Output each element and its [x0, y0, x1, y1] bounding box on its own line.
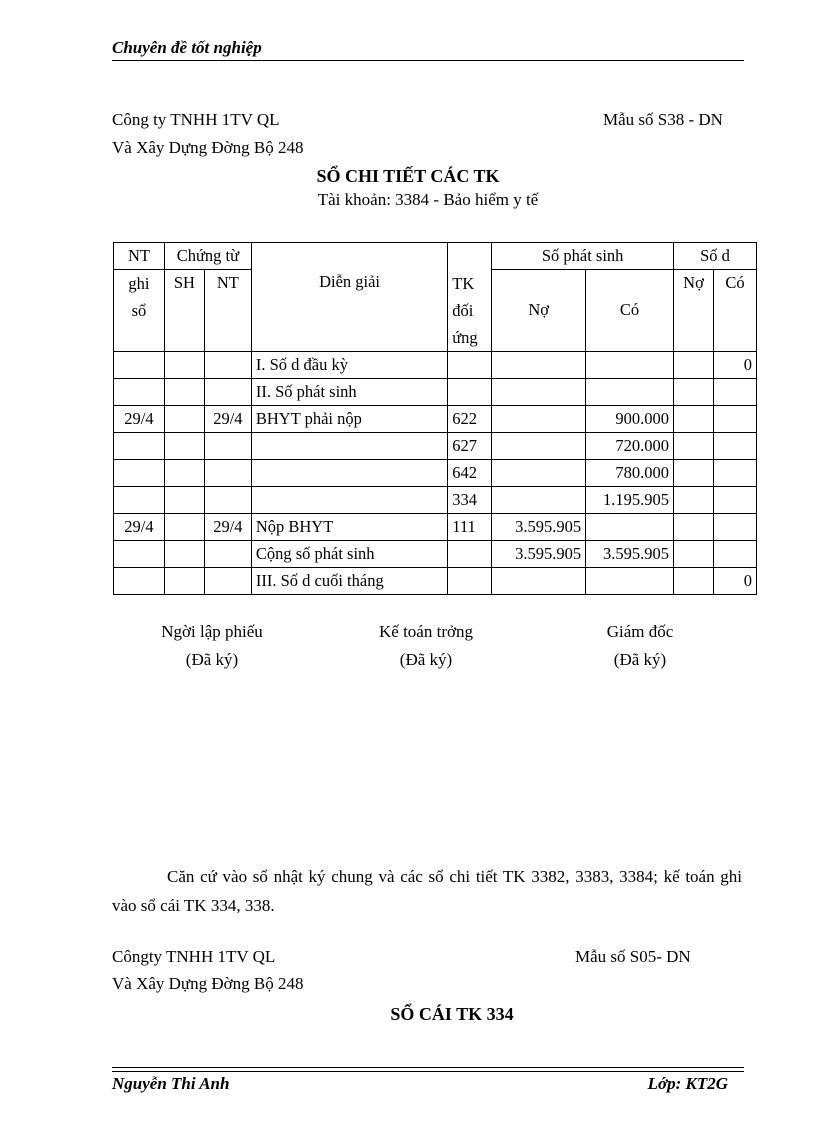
- header-dien-giai: Diễn giải: [251, 243, 447, 352]
- signature-role: Giám đốc: [606, 622, 674, 641]
- cell-dien-giai: [251, 459, 447, 486]
- cell-tk: 111: [448, 513, 492, 540]
- cell-sh: [164, 540, 204, 567]
- cell-sh: [164, 459, 204, 486]
- form-code-section2: Mẫu số S05- DN: [575, 947, 691, 966]
- cell-nt: [204, 432, 251, 459]
- cell-nt: 29/4: [204, 405, 251, 432]
- company-name-line1: Công ty TNHH 1TV QL: [112, 110, 280, 129]
- cell-no: [492, 405, 586, 432]
- cell-nt-ghi-so: [114, 351, 165, 378]
- header-no: Nợ: [492, 270, 586, 352]
- company-name-line2-section2: Và Xây Dựng Đờng Bộ 248: [112, 974, 304, 993]
- header-du-no: Nợ: [674, 270, 714, 352]
- cell-no: 3.595.905: [492, 540, 586, 567]
- cell-du-co: [713, 513, 756, 540]
- cell-tk: 627: [448, 432, 492, 459]
- cell-nt: [204, 486, 251, 513]
- cell-tk: [448, 378, 492, 405]
- cell-du-co: 0: [713, 351, 756, 378]
- cell-nt-ghi-so: [114, 486, 165, 513]
- ledger-title: SỔ CHI TIẾT CÁC TK: [316, 166, 500, 186]
- cell-du-no: [674, 567, 714, 594]
- form-code: Mẫu số S38 - DN: [603, 110, 723, 129]
- header-chung-tu: Chứng từ: [164, 243, 251, 270]
- signature-status: (Đã ký): [399, 650, 453, 669]
- cell-co: 720.000: [586, 432, 674, 459]
- cell-du-no: [674, 459, 714, 486]
- cell-co: [586, 351, 674, 378]
- signature-preparer: [112, 618, 312, 674]
- cell-dien-giai: [251, 486, 447, 513]
- table-row: [114, 567, 757, 594]
- cell-dien-giai: [251, 432, 447, 459]
- header-so-du: Số d: [674, 243, 757, 270]
- header-sh: SH: [164, 270, 204, 352]
- cell-no: [492, 351, 586, 378]
- cell-nt-ghi-so: [114, 567, 165, 594]
- cell-nt: [204, 459, 251, 486]
- header-nt-ghi-so-1: NT: [114, 243, 165, 270]
- cell-nt: 29/4: [204, 513, 251, 540]
- cell-du-no: [674, 351, 714, 378]
- signature-status: (Đã ký): [613, 650, 667, 669]
- signature-director: [540, 618, 740, 674]
- cell-sh: [164, 567, 204, 594]
- cell-nt-ghi-so: [114, 540, 165, 567]
- table-row: [114, 351, 757, 378]
- cell-nt: [204, 567, 251, 594]
- cell-co: 780.000: [586, 459, 674, 486]
- signature-status: (Đã ký): [185, 650, 239, 669]
- ledger-subtitle: Tài khoản: 3384 - Bảo hiểm y tế: [317, 190, 539, 209]
- cell-co: [586, 567, 674, 594]
- cell-nt-ghi-so: [114, 459, 165, 486]
- cell-du-no: [674, 486, 714, 513]
- cell-dien-giai: II. Số phát sinh: [251, 378, 447, 405]
- cell-no: [492, 567, 586, 594]
- footer-rule-bottom: [112, 1071, 744, 1072]
- cell-du-co: [713, 486, 756, 513]
- table-row: [114, 459, 757, 486]
- cell-nt-ghi-so: [114, 432, 165, 459]
- cell-no: [492, 459, 586, 486]
- header-tk-doi-ung: TK đối ứng: [448, 270, 492, 352]
- cell-du-co: 0: [713, 567, 756, 594]
- general-ledger-title: SỔ CÁI TK 334: [390, 1004, 514, 1024]
- cell-dien-giai: Cộng số phát sinh: [251, 540, 447, 567]
- cell-tk: [448, 567, 492, 594]
- cell-tk: 622: [448, 405, 492, 432]
- footer-rule-top: [112, 1067, 744, 1068]
- cell-sh: [164, 513, 204, 540]
- table-row: [114, 540, 757, 567]
- cell-dien-giai: Nộp BHYT: [251, 513, 447, 540]
- cell-du-no: [674, 432, 714, 459]
- cell-nt: [204, 378, 251, 405]
- cell-sh: [164, 378, 204, 405]
- cell-dien-giai: BHYT phải nộp: [251, 405, 447, 432]
- body-paragraph: Căn cứ vào sổ nhật ký chung và các sổ chi tiết TK 3382, 3383, 3384; kế toán ghi vào sổ cái TK 334, 338.: [112, 867, 742, 915]
- cell-nt-ghi-so: 29/4: [114, 513, 165, 540]
- cell-tk: 642: [448, 459, 492, 486]
- cell-sh: [164, 351, 204, 378]
- cell-co: 900.000: [586, 405, 674, 432]
- cell-sh: [164, 405, 204, 432]
- table-row: [114, 513, 757, 540]
- cell-du-no: [674, 405, 714, 432]
- table-row: [114, 405, 757, 432]
- cell-tk: 334: [448, 486, 492, 513]
- cell-nt: [204, 351, 251, 378]
- cell-co: 3.595.905: [586, 540, 674, 567]
- detail-ledger-table: [113, 242, 757, 595]
- footer-class: Lớp: KT2G: [647, 1074, 728, 1093]
- cell-no: [492, 378, 586, 405]
- table-row: [114, 432, 757, 459]
- cell-du-co: [713, 378, 756, 405]
- cell-du-co: [713, 540, 756, 567]
- company-name-line2: Và Xây Dựng Đờng Bộ 248: [112, 138, 304, 157]
- cell-no: [492, 486, 586, 513]
- header-nt-ghi-so: ghi sổ: [114, 270, 165, 352]
- footer-author: Nguyễn Thi Anh: [112, 1074, 230, 1093]
- cell-dien-giai: III. Số d cuối tháng: [251, 567, 447, 594]
- cell-du-co: [713, 432, 756, 459]
- cell-no: [492, 432, 586, 459]
- cell-du-no: [674, 540, 714, 567]
- cell-co: [586, 513, 674, 540]
- cell-du-no: [674, 378, 714, 405]
- cell-co: [586, 378, 674, 405]
- cell-du-no: [674, 513, 714, 540]
- table-row: [114, 378, 757, 405]
- cell-du-co: [713, 405, 756, 432]
- cell-tk: [448, 351, 492, 378]
- cell-du-co: [713, 459, 756, 486]
- signature-role: Ngời lập phiếu: [161, 622, 263, 641]
- header-co: Có: [586, 270, 674, 352]
- cell-sh: [164, 432, 204, 459]
- signature-chief-accountant: [326, 618, 526, 674]
- company-name-line1-section2: Côngty TNHH 1TV QL: [112, 947, 276, 966]
- signature-role: Kế toán trởng: [379, 622, 473, 641]
- cell-nt-ghi-so: 29/4: [114, 405, 165, 432]
- cell-dien-giai: I. Số d đầu kỳ: [251, 351, 447, 378]
- cell-no: 3.595.905: [492, 513, 586, 540]
- header-rule: [112, 60, 744, 61]
- table-row: [114, 486, 757, 513]
- header-du-co: Có: [713, 270, 756, 352]
- cell-nt-ghi-so: [114, 378, 165, 405]
- document-header-title: Chuyên đề tốt nghiệp: [112, 38, 262, 57]
- cell-co: 1.195.905: [586, 486, 674, 513]
- header-nt: NT: [204, 270, 251, 352]
- cell-nt: [204, 540, 251, 567]
- cell-tk: [448, 540, 492, 567]
- header-so-phat-sinh: Số phát sinh: [492, 243, 674, 270]
- cell-sh: [164, 486, 204, 513]
